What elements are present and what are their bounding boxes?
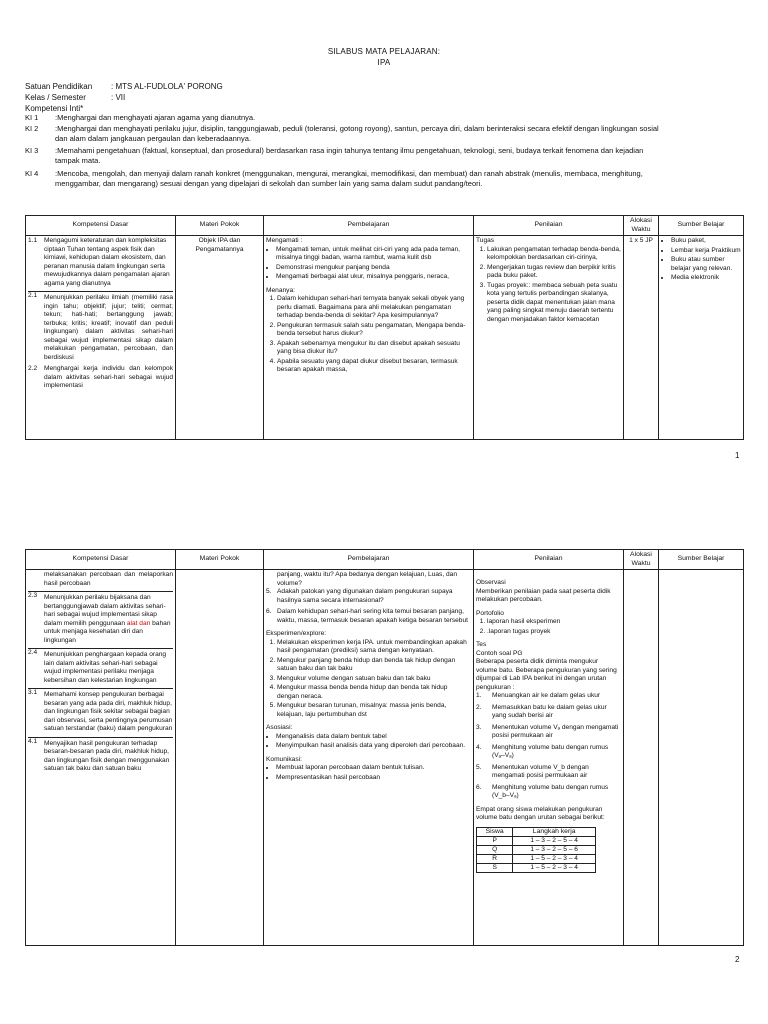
item-number: 3. <box>476 723 482 731</box>
pembelajaran-cell <box>264 570 474 946</box>
table-header-row <box>26 550 744 570</box>
col-sumber-belajar: Sumber Belajar <box>659 216 744 236</box>
page-number-2: 2 <box>735 955 740 964</box>
item-text: Adakah patokan yang digunakan dalam pengukuran supaya hasilnya sama secara internasional? <box>277 588 453 604</box>
list-item <box>266 608 471 625</box>
list-item: • Membuat laporan percobaan dalam bentuk tulisan. <box>276 764 471 773</box>
kd-text: Memahami konsep pengukuran berbagai besaran yang ada pada diri, makhluk hidup, dan lingkungan fisik sekitar sebagai bagian dari observasi, serta pentingnya perumusan satuan terstandar (baku) dalam pengukuran <box>44 691 173 732</box>
item-text: Menghitung volume batu dengan rumus (Vₐ–Vₐ) <box>492 743 609 759</box>
document-title: SILABUS MATA PELAJARAN: <box>327 47 441 56</box>
col-penilaian: Penilaian <box>474 550 624 570</box>
list-item: • Mengamati berbagai alat ukur, misalnya penggaris, neraca, <box>276 273 471 282</box>
pembelajaran-cell <box>264 236 474 440</box>
ki-code: KI 1 <box>25 113 39 122</box>
asosiasi-title: Asosiasi: <box>266 724 293 731</box>
list-item: 1. Dalam kehidupan sehari-hari ternyata banyak sekali obyek yang perlu diamati. Bagaimana para ahli melakukan pengamatan terhadap benda-benda di sekitar? Apa kesimpulannya? <box>277 295 471 321</box>
kd-text-highlight: alat dan <box>126 619 151 627</box>
ki-1 <box>25 113 665 123</box>
siswa-table <box>476 827 596 873</box>
col-kompetensi-dasar: Kompetensi Dasar <box>26 216 176 236</box>
mengamati-list <box>266 246 471 282</box>
list-item: • Buku paket, <box>671 237 741 246</box>
item-number: 6. <box>266 608 272 615</box>
sumber-list <box>661 237 741 283</box>
list-item <box>476 724 621 741</box>
tes-conclusion: Empat orang siswa melakukan pengukuran volume batu dengan urutan sebagai berikut: <box>476 805 605 821</box>
kelas-semester-line <box>25 93 125 103</box>
kd-number: 1.1 <box>28 237 38 244</box>
item-number: 2. <box>476 703 482 711</box>
table-row <box>477 854 596 863</box>
eksperimen-list <box>266 639 471 720</box>
list-item: • Menyimpulkan hasil analisis data yang diperoleh dari percobaan. <box>276 742 471 751</box>
satuan-value: : MTS AL-FUDLOLA' PORONG <box>111 82 223 91</box>
tugas-list <box>476 246 621 325</box>
tes-subtitle: Contoh soal PG <box>476 649 523 657</box>
kd-text: Mengagumi keteraturan dan kompleksitas ciptaan Tuhan tentang aspek fisik dan kimiawi, kehidupan dalam ekosistem, dan peranan manusia dalam lingkungan serta mewujudkannya dalam pengamalan ajaran agama yang dianutnya <box>44 237 170 287</box>
kd-text: Menunjukkan perilaku ilmiah (memiliki rasa ingin tahu; objektif; jujur; teliti; cermat; tekun; hati-hati; bertanggung jawab; terbuka; kritis; kreatif; inovatif dan peduli lingkungan) dalam aktivitas sehari-hari sebagai wujud implementasi sikap dalam melakukan pengamatan, percobaan, dan berdiskusi <box>44 294 173 361</box>
list-item: 2. Pengukuran termasuk salah satu pengamatan, Mengapa benda-benda tersebut harus diukur? <box>277 322 471 339</box>
observasi-title: Observasi <box>476 579 506 586</box>
langkah-cell: 1 – 5 – 2 – 3 – 4 <box>513 863 596 872</box>
tugas-title: Tugas <box>476 237 495 244</box>
kd-text: Menghargai kerja individu dan kelompok dalam aktivitas sehari-hari sebagai wujud implementasi <box>44 365 173 389</box>
list-item: • Mempresentasikan hasil percobaan <box>276 774 471 783</box>
item-number: 5. <box>476 763 482 771</box>
list-item <box>476 744 621 761</box>
col-kompetensi-dasar: Kompetensi Dasar <box>26 550 176 570</box>
alokasi-cell: 1 x 5 JP <box>624 236 659 440</box>
ki-text: :Menghargai dan menghayati ajaran agama yang dianutnya. <box>55 113 256 122</box>
table-row <box>26 570 744 946</box>
observasi-text: Memberikan penilaian pada saat peserta didik melakukan percobaan. <box>476 587 611 603</box>
kd-item <box>28 291 173 362</box>
item-text: Menentukan volume Vₐ dengan mengamati posisi permukaan air <box>492 723 619 739</box>
list-item: 4. Apabila sesuatu yang dapat diukur disebut besaran, termasuk besaran apakah massa, <box>277 358 471 375</box>
eksperimen-title: Eksperimen/explore: <box>266 630 327 637</box>
table-row <box>26 236 744 440</box>
langkah-col: Langkah kerja <box>513 827 596 836</box>
item-text: Menuangkan air ke dalam gelas ukur <box>492 692 601 699</box>
siswa-col: Siswa <box>477 827 513 836</box>
list-item: 3. Tugas proyek:: membaca sebuah peta suatu kota yang tertulis perbandingan skalanya, peserta didik dapat menentukan jalan mana yang paling singkat menuju daerah tertentu dengan menjadakan faktor kemacetan <box>487 282 621 325</box>
table-row <box>477 845 596 854</box>
portofolio-list <box>476 618 621 636</box>
kd-item <box>28 591 173 645</box>
item-text: Menghitung volume batu dengan rumus (V_b–Vₐ) <box>492 783 609 799</box>
document-subject: IPA <box>377 58 391 67</box>
siswa-cell: R <box>477 854 513 863</box>
silabus-table-page-1 <box>25 215 744 440</box>
list-item: • Mengamati teman, untuk melihat ciri-ciri yang ada pada teman, misalnya tinggi badan, warna rambut, warna kulit dsb <box>276 246 471 263</box>
list-item: 5. Mengukur besaran turunan, misalnya: massa jenis benda, kelajuan, laju pertumbuhan dst <box>277 702 471 719</box>
satuan-label: Satuan Pendidikan <box>25 82 93 91</box>
item-text: Menentukan volume V_b dengan mengamati posisi permukaan air <box>492 763 589 779</box>
menanya-continued: panjang, waktu itu? Apa bedanya dengan kelajuan, Luas, dan volume? <box>277 571 458 587</box>
siswa-header-row <box>477 827 596 836</box>
siswa-cell: Q <box>477 845 513 854</box>
penilaian-cell <box>474 570 624 946</box>
list-item: 1. Lakukan pengamatan terhadap benda-benda, kelompokkan berdasarkan ciri-cirinya, <box>487 246 621 263</box>
item-number: 4. <box>476 743 482 751</box>
list-item <box>266 588 471 605</box>
list-item <box>476 692 621 701</box>
list-item: 1. Melakukan eksperimen kerja IPA. untuk membandingkan apakah hasil pengamatan (prediksi) sama dengan kenyataan. <box>277 639 471 656</box>
col-materi-pokok: Materi Pokok <box>176 550 264 570</box>
item-text: Memasukkan batu ke dalam gelas ukur yang sudah berisi air <box>492 703 607 719</box>
asosiasi-list <box>266 733 471 751</box>
kd-cell <box>26 236 176 440</box>
col-materi-pokok: Materi Pokok <box>176 216 264 236</box>
list-item: 3. Mengukur volume dengan satuan baku dan tak baku <box>277 675 471 684</box>
kd-cell <box>26 570 176 946</box>
siswa-cell: S <box>477 863 513 872</box>
portofolio-title: Portofolio <box>476 609 504 617</box>
col-penilaian: Penilaian <box>474 216 624 236</box>
list-item: 1. laporan hasil eksperimen <box>487 618 621 627</box>
list-item: 2. Mengukur panjang benda hidup dan benda tak hidup dengan satuan baku dan tak baku <box>277 657 471 674</box>
kelas-value: : VII <box>111 93 126 102</box>
mengamati-title: Mengamati : <box>266 237 303 244</box>
penilaian-cell <box>474 236 624 440</box>
ki-text: :Memahami pengetahuan (faktual, konseptual, dan prosedural) berdasarkan rasa ingin tahunya tentang ilmu pengetahuan, teknologi, seni, budaya terkait fenomena dan kejadian tampak mata. <box>55 146 644 165</box>
kd-text: Menunjukkan penghargaan kepada orang lain dalam aktivitas sehari-hari sebagai wujud implementasi perilaku menjaga kebersihan dan kelestarian lingkungan <box>44 651 167 684</box>
kd-text: melaksanakan percobaan dan melaporkan hasil percobaan <box>44 571 173 587</box>
kd-text: bahan untuk menjaga kesehatan diri dan lingkungan <box>44 619 171 644</box>
komunikasi-list <box>266 764 471 782</box>
kd-text: Menyajikan hasil pengukuran terhadap besaran-besaran pada diri, makhluk hidup, dan lingkungan fisik dengan menggunakan satuan tak baku dan satuan baku <box>44 739 170 772</box>
col-pembelajaran: Pembelajaran <box>264 216 474 236</box>
siswa-cell: P <box>477 836 513 845</box>
ki-code: KI 2 <box>25 124 39 133</box>
col-pembelajaran: Pembelajaran <box>264 550 474 570</box>
ki-code: KI 4 <box>25 169 39 178</box>
item-number: 6. <box>476 783 482 791</box>
list-item <box>476 764 621 781</box>
kd-item <box>28 688 173 734</box>
kd-number: 2.3 <box>28 592 38 599</box>
list-item: 2. .laporan tugas proyek <box>487 628 621 637</box>
materi-cell: Objek IPA dan Pengamatannya <box>176 236 264 440</box>
item-number: 1. <box>476 692 482 699</box>
ki-4 <box>25 169 665 188</box>
ki-2 <box>25 124 665 143</box>
kelas-label: Kelas / Semester <box>25 93 86 102</box>
ki-text: :Menghargai dan menghayati perilaku jujur, disiplin, tanggungjawab, peduli (toleransi, gotong royong), santun, percaya diri, dalam berinteraksi secara efektif dengan lingkungan sosial dan alam dalam jangkauan pergaulan dan keberadaannya. <box>55 124 659 143</box>
item-text: Dalam kehidupan sehari-hari sering kita temui besaran panjang, waktu, massa, termasuk besaran apakah ketiga besaran tersebut <box>277 608 468 624</box>
menanya-title: Menanya: <box>266 286 295 294</box>
list-item: 2. Mengerjakan tugas review dan berpikir kritis pada buku paket. <box>487 264 621 281</box>
kd-item <box>28 737 173 774</box>
list-item <box>476 784 621 801</box>
komunikasi-title: Komunikasi: <box>266 755 302 763</box>
ki-3 <box>25 146 665 165</box>
col-alokasi-waktu: Alokasi Waktu <box>624 550 659 570</box>
langkah-cell: 1 – 3 – 2 – 5 – 4 <box>513 836 596 845</box>
kd-item <box>28 365 173 391</box>
kd-number: 3.1 <box>28 689 38 696</box>
list-item: 4. Mengukur massa benda benda hidup dan benda tak hidup dengan neraca. <box>277 684 471 701</box>
list-item: • Lembar kerja Praktikum <box>671 247 741 256</box>
ki-code: KI 3 <box>25 146 39 155</box>
tes-intro: Beberapa peserta didik diminta mengukur volume batu. Beberapa pengukuran yang sering dijumpai di Lab IPA berikut ini dengan urutan pengukuran : <box>476 658 617 691</box>
langkah-cell: 1 – 5 – 2 – 3 – 4 <box>513 854 596 863</box>
kd-text: Menunjukkan perilaku bijaksana dan bertanggungjawab dalam aktivitas sehari-hari sebagai wujud implementasi sikap dalam memilih penggunaan <box>44 594 166 627</box>
list-item: 3. Apakah sebenarnya mengukur itu dan disebut apakah sesuatu yang bisa diukur itu? <box>277 340 471 357</box>
langkah-cell: 1 – 3 – 2 – 5 – 6 <box>513 845 596 854</box>
col-alokasi-waktu: Alokasi Waktu <box>624 216 659 236</box>
tes-title: Tes <box>476 641 487 648</box>
list-item: • Buku atau sumber belajar yang relevan. <box>671 256 741 273</box>
silabus-table-page-2 <box>25 549 744 946</box>
kd-item <box>28 237 173 288</box>
list-item <box>476 704 621 721</box>
kd-item <box>28 648 173 685</box>
sumber-cell <box>659 570 744 946</box>
kd-item <box>28 571 173 588</box>
sumber-cell <box>659 236 744 440</box>
materi-cell <box>176 570 264 946</box>
table-row <box>477 836 596 845</box>
item-number: 5. <box>266 588 272 595</box>
ki-text: :Mencoba, mengolah, dan menyaji dalam ranah konkret (menggunakan, mengurai, merangkai, memodifikasi, dan membuat) dan ranah abstrak (menulis, membaca, menghitung, menggambar, dan mengarang) sesuai dengan yang dipelajari di sekolah dan sumber lain yang sama dalam sudut pandang/teori. <box>55 169 643 188</box>
kd-number: 2.1 <box>28 292 38 299</box>
satuan-pendidikan-line <box>25 82 223 92</box>
kd-number: 2.4 <box>28 649 38 656</box>
list-item: • Demonstrasi mengukur panjang benda <box>276 264 471 273</box>
list-item: • Media elektronik <box>671 274 741 283</box>
kd-number: 4.1 <box>28 737 38 745</box>
table-row <box>477 863 596 872</box>
kompetensi-inti-label: Kompetensi Inti* <box>25 104 84 113</box>
col-sumber-belajar: Sumber Belajar <box>659 550 744 570</box>
page-number-1: 1 <box>735 451 740 460</box>
table-header-row <box>26 216 744 236</box>
list-item: • Menganalisis data dalam bentuk tabel <box>276 733 471 742</box>
menanya-list <box>266 295 471 375</box>
alokasi-cell <box>624 570 659 946</box>
kd-number: 2.2 <box>28 365 38 372</box>
